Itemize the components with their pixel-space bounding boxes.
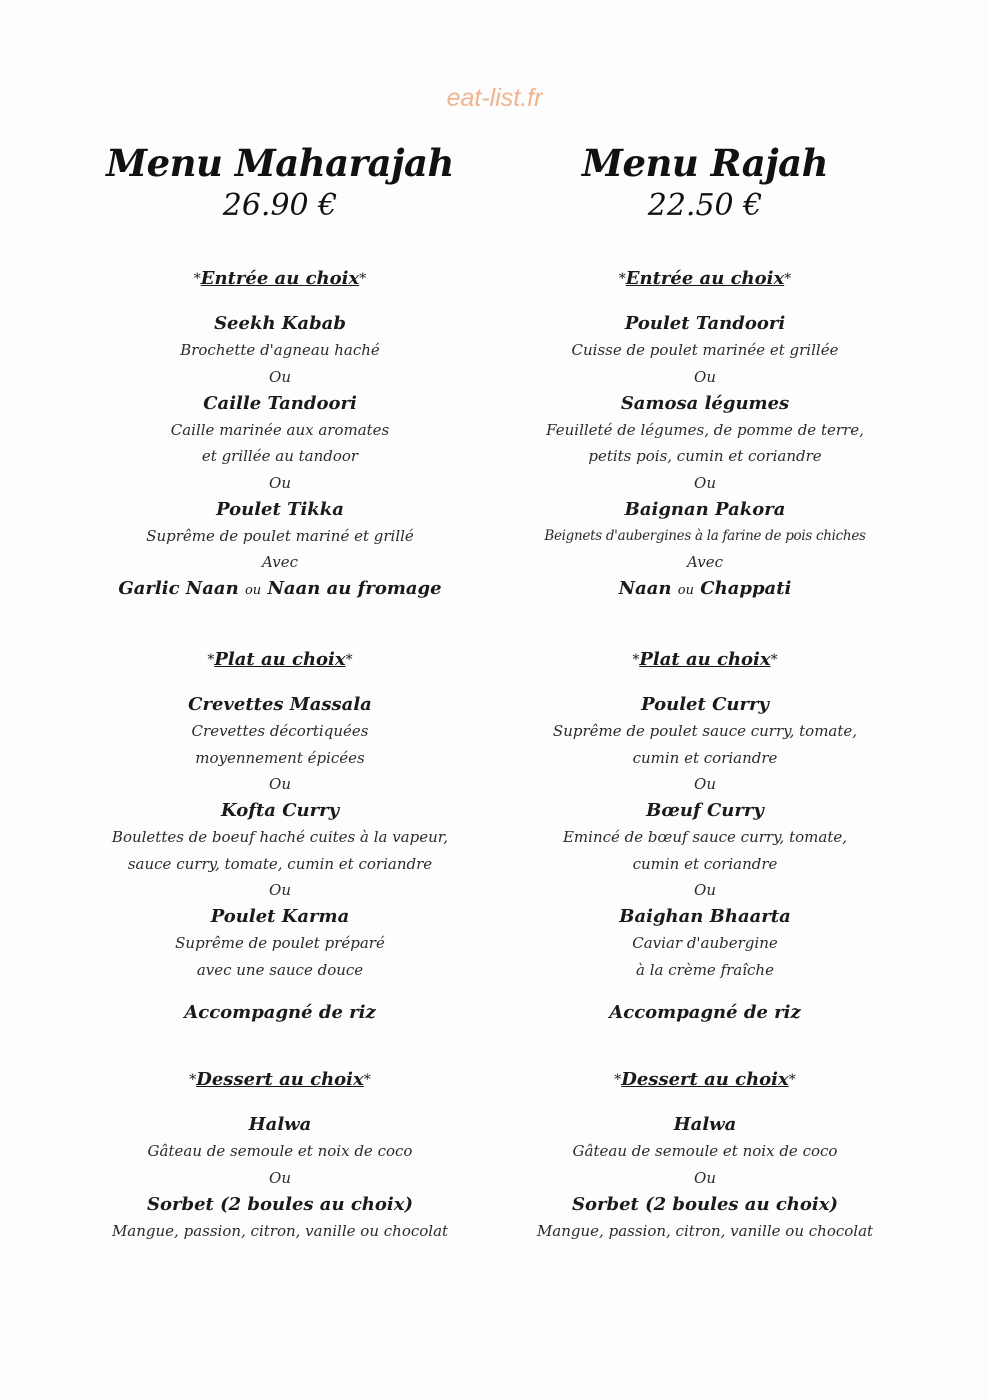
- or-separator: Ou: [269, 367, 291, 386]
- dish-name: Kofta Curry: [220, 800, 340, 821]
- dish-name: Baignan Pakora: [624, 498, 786, 520]
- with-separator: Avec: [687, 553, 723, 571]
- or-separator: Ou: [269, 775, 291, 793]
- or-separator: Ou: [694, 367, 716, 386]
- dish-description: Beignets d'aubergines à la farine de pois chiches: [544, 527, 866, 544]
- dish-name: Bœuf Curry: [646, 800, 764, 821]
- entree-section: [495, 266, 915, 605]
- dish-description: Suprême de poulet sauce curry, tomate,: [552, 722, 858, 740]
- accompaniment: Accompagné de riz: [184, 1002, 376, 1023]
- dish-name: Sorbet (2 boules au choix): [147, 1193, 413, 1215]
- with-separator: Avec: [262, 553, 298, 571]
- accompaniment: Accompagné de riz: [609, 1002, 801, 1023]
- dish-name: Poulet Tandoori: [624, 313, 786, 334]
- dish-description: moyennement épicées: [195, 748, 365, 767]
- menu-price: 22.50 €: [647, 188, 763, 223]
- section-heading: *Entrée au choix*: [193, 268, 367, 289]
- bread-sides: Naan ou Chappati: [618, 578, 792, 599]
- dish-description: Cuisse de poulet marinée et grillée: [571, 341, 839, 359]
- or-separator: Ou: [269, 473, 291, 492]
- dish-name: Poulet Tikka: [216, 498, 344, 520]
- dish-description: petits pois, cumin et coriandre: [588, 447, 822, 465]
- dish-description: Crevettes décortiquées: [191, 722, 369, 740]
- bread-sides: Garlic Naan ou Naan au fromage: [118, 578, 442, 599]
- dish-description: Gâteau de semoule et noix de coco: [147, 1142, 413, 1160]
- dish-name: Halwa: [248, 1114, 312, 1135]
- dish-description: Mangue, passion, citron, vanille ou chocolat: [536, 1221, 874, 1240]
- dish-name: Halwa: [673, 1114, 737, 1135]
- dish-description: cumin et coriandre: [632, 854, 778, 873]
- dish-description: sauce curry, tomate, cumin et coriandre: [127, 854, 433, 873]
- entree-section: [70, 266, 490, 605]
- dish-description: Mangue, passion, citron, vanille ou chocolat: [111, 1221, 449, 1240]
- dish-name: Seekh Kabab: [214, 313, 346, 334]
- plat-section: [70, 647, 490, 1027]
- or-separator: Ou: [694, 1168, 716, 1187]
- dish-description: à la crème fraîche: [636, 960, 774, 979]
- or-separator: Ou: [694, 473, 716, 492]
- menu-title: Menu Maharajah: [106, 141, 454, 185]
- or-separator: Ou: [694, 775, 716, 793]
- dish-name: Poulet Karma: [210, 906, 350, 927]
- section-heading: *Entrée au choix*: [618, 268, 792, 289]
- dish-description: Caille marinée aux aromates: [170, 420, 390, 439]
- or-separator: Ou: [694, 881, 716, 899]
- dish-description: Brochette d'agneau haché: [180, 341, 380, 359]
- dish-description: Emincé de bœuf sauce curry, tomate,: [562, 828, 847, 846]
- dessert-section: [70, 1067, 490, 1244]
- dish-description: Suprême de poulet mariné et grillé: [146, 526, 414, 545]
- dish-name: Baighan Bhaarta: [619, 906, 791, 927]
- dish-name: Poulet Curry: [641, 694, 769, 715]
- dish-description: Caviar d'aubergine: [632, 934, 778, 952]
- section-heading: *Plat au choix*: [207, 649, 353, 670]
- dish-description: cumin et coriandre: [632, 748, 778, 767]
- dish-name: Samosa légumes: [620, 392, 790, 414]
- dish-description: et grillée au tandoor: [201, 447, 359, 465]
- dish-name: Crevettes Massala: [188, 694, 372, 715]
- section-heading: *Dessert au choix*: [614, 1069, 796, 1090]
- or-separator: Ou: [269, 881, 291, 899]
- menu-maharajah: [70, 140, 490, 1244]
- menu-rajah: [495, 140, 915, 1244]
- dish-description: Gâteau de semoule et noix de coco: [572, 1142, 838, 1160]
- dish-name: Caille Tandoori: [203, 392, 357, 414]
- dessert-section: [495, 1067, 915, 1244]
- dish-description: avec une sauce douce: [196, 960, 364, 979]
- section-heading: *Dessert au choix*: [189, 1069, 371, 1090]
- dish-description: Feuilleté de légumes, de pomme de terre,: [546, 420, 864, 439]
- section-heading: *Plat au choix*: [632, 649, 778, 670]
- dish-description: Boulettes de boeuf haché cuites à la vapeur,: [111, 828, 449, 846]
- menu-title: Menu Rajah: [581, 141, 828, 185]
- watermark-text: eat-list.fr: [446, 84, 543, 112]
- plat-section: [495, 647, 915, 1027]
- dish-description: Suprême de poulet préparé: [175, 934, 385, 952]
- or-separator: Ou: [269, 1168, 291, 1187]
- menu-price: 26.90 €: [222, 188, 338, 223]
- dish-name: Sorbet (2 boules au choix): [572, 1193, 838, 1215]
